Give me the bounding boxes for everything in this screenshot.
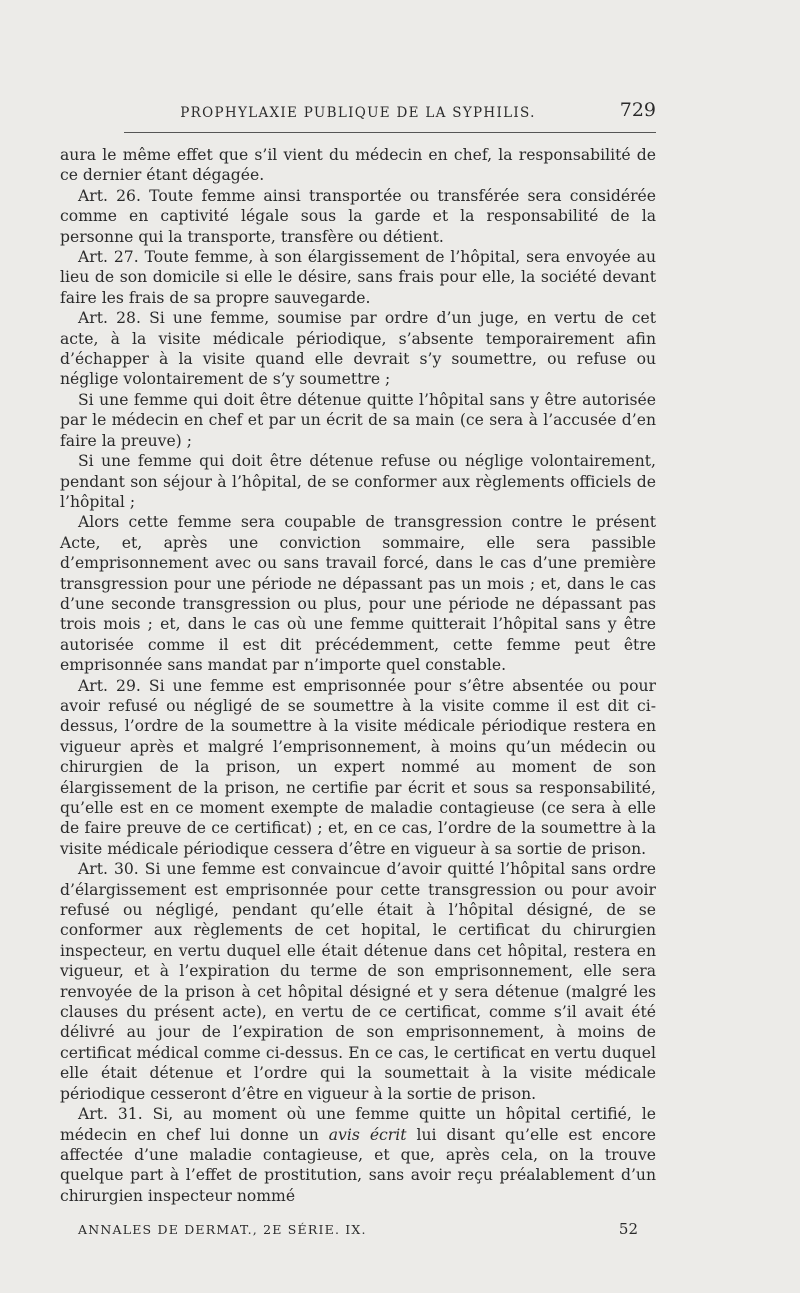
paragraph-art-28: Art. 28. Si une femme, soumise par ordre d’un juge, en vertu de cet acte, à la visite médicale périodique, s’absente temporairement afin d’échapper à la visite quand elle devrait s’y soumettre, ou refuse ou néglige volontairement de s’y soumettre ; [60,309,656,389]
journal-signature: ANNALES DE DERMAT., 2E SÉRIE. IX. [78,1222,367,1238]
running-head [60,96,656,122]
page-number: 729 [619,99,656,121]
header-rule [124,132,656,133]
paragraph-continuation: aura le même effet que s’il vient du médecin en chef, la responsabilité de ce dernier étant dégagée. [60,146,656,185]
running-title: PROPHYLAXIE PUBLIQUE DE LA SYPHILIS. [180,105,536,121]
paragraph-art-31 [60,1104,656,1206]
body-text [60,145,656,1206]
paragraph-art-30: Art. 30. Si une femme est convaincue d’avoir quitté l’hôpital sans ordre d’élargissement est emprisonnée pour cette transgression ou pour avoir refusé ou négligé, pendant qu’elle était à l’hôpital désigné, de se conformer aux règlements de cet hopital, le certificat du chirurgien inspecteur, en vertu duquel elle était détenue dans cet hôpital, restera en vigueur, et à l’expiration du terme de son emprisonnement, elle sera renvoyée de la prison à cet hôpital désigné et y sera détenue (malgré les clauses du présent acte), en vertu de ce certificat, comme s’il avait été délivré au jour de l’expiration de son emprisonnement, à moins de certificat médical comme ci-dessus. En ce cas, le certificat en vertu duquel elle était détenue et l’ordre qui la soumettait à la visite médicale périodique cesseront d’être en vigueur à la sortie de prison. [60,860,656,1103]
page-footer [60,1218,656,1244]
art-31-text-end: lui disant qu’elle est encore affectée d’une maladie contagieuse, et que, après cela, on la trouve quelque part à l’effet de prostitution, sans avoir reçu préalablement d’un chirurgien inspecteur nommé [60,1125,656,1205]
art-31-text-start: Art. 31. Si, au moment où une femme quitte un hôpital certifié, le médecin en chef lui donne un [60,1105,656,1144]
paragraph-art-29: Art. 29. Si une femme est emprisonnée pour s’être absentée ou pour avoir refusé ou négligé de se soumettre à la visite comme il est dit ci-dessus, l’ordre de la soumettre à la visite médicale périodique restera en vigueur après et malgré l’emprisonnement, à moins qu’un médecin ou chirurgien de la prison, un expert nommé au moment de son élargissement de la prison, ne certifie par écrit et sous sa responsabilité, qu’elle est en ce moment exempte de maladie contagieuse (ce sera à elle de faire preuve de ce certificat) ; et, en ce cas, l’ordre de la soumettre à la visite médicale périodique cessera d’être en vigueur à sa sortie de prison. [60,676,656,858]
paragraph-penalty: Alors cette femme sera coupable de transgression contre le présent Acte, et, après une conviction sommaire, elle sera passible d’emprisonnement avec ou sans travail forcé, dans le cas d’une première transgression pour une période ne dépassant pas un mois ; et, dans le cas d’une seconde transgression ou plus, pour une période ne dépassant pas trois mois ; et, dans le cas où une femme quitterait l’hôpital sans y être autorisée comme il est dit précédemment, cette femme peut être emprisonnée sans mandat par n’importe quel constable. [60,513,656,675]
paragraph-art-26: Art. 26. Toute femme ainsi transportée ou transférée sera considérée comme en captivité légale sous la garde et la responsabilité de la personne qui la transporte, transfère ou détient. [60,186,656,246]
sheet-signature: 52 [618,1220,638,1239]
paragraph-art-27: Art. 27. Toute femme, à son élargissement de l’hôpital, sera envoyée au lieu de son domicile si elle le désire, sans frais pour elle, la société devant faire les frais de sa propre sauvegarde. [60,248,656,307]
art-31-italic-phrase: avis écrit [328,1125,407,1144]
paragraph-condition-2: Si une femme qui doit être détenue quitte l’hôpital sans y être autorisée par le médecin en chef et par un écrit de sa main (ce sera à l’accusée d’en faire la preuve) ; [60,390,656,450]
paragraph-condition-3: Si une femme qui doit être détenue refuse ou néglige volontairement, pendant son séjour à l’hôpital, de se conformer aux règlements officiels de l’hôpital ; [60,452,656,511]
book-page [60,96,656,1244]
